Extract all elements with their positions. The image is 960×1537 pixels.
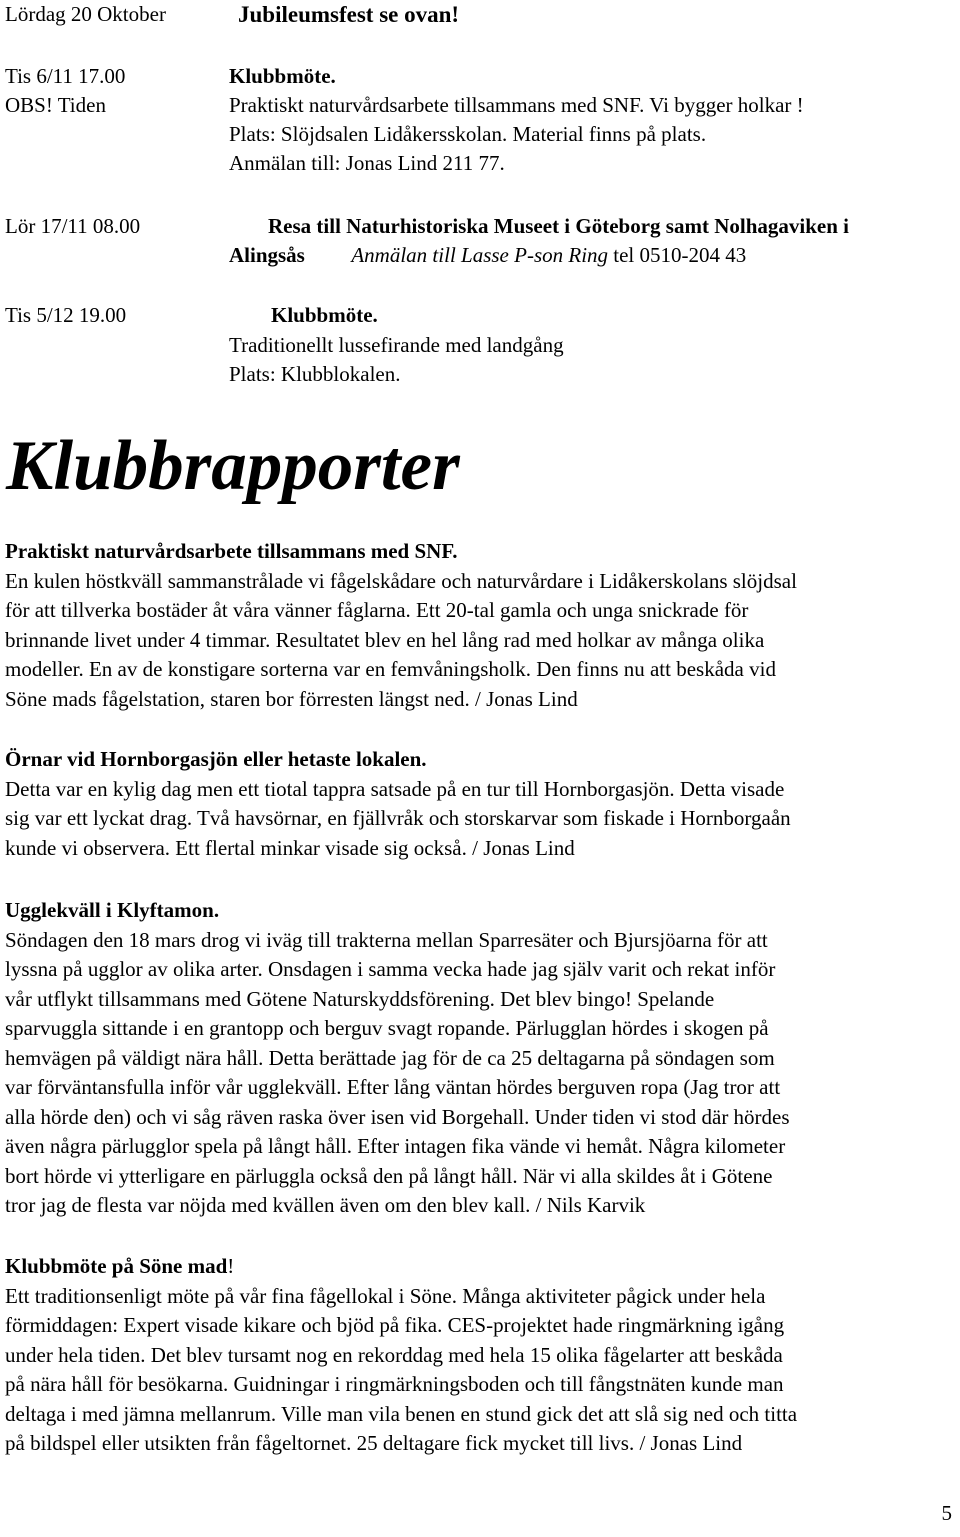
report-line: under hela tiden. Det blev tursamt nog en rekorddag med hela 15 olika fågelarter att beskåda — [5, 1342, 783, 1367]
report-line: Ett traditionsenligt möte på vår fina fågellokal i Söne. Många aktiviteter pågick under hela — [5, 1283, 766, 1308]
schedule-place: Alingsås — [229, 243, 305, 267]
report-line: bort hörde vi ytterligare en pärluggla också den på långt håll. När vi alla skildes åt i Götene — [5, 1163, 773, 1188]
report-line: kunde vi observera. Ett flertal minkar visade sig också. / Jonas Lind — [5, 835, 575, 860]
schedule-signup: Anmälan till Lasse P-son Ring — [351, 243, 609, 267]
schedule-date: Lördag 20 Oktober — [5, 2, 166, 26]
report-line: var förväntansfulla inför vår ugglekväll. Efter lång väntan hördes berguven ropa (Jag tror att — [5, 1075, 781, 1099]
report-line: sig var ett lyckat drag. Två havsörnar, en fjällvråk och storskarvar som fiskade i Hornborgaån — [5, 806, 791, 830]
report-line: på bildspel eller utsikten från fågeltornet. 25 deltagare fick mycket till livs. / Jonas Lind — [5, 1431, 743, 1455]
report-title: Örnar vid Hornborgasjön eller hetaste lokalen. — [5, 747, 427, 771]
schedule-event-line: Plats: Slöjdsalen Lidåkersskolan. Material finns på plats. — [229, 122, 707, 146]
schedule-event-line: Traditionellt lussefirande med landgång — [229, 333, 564, 357]
schedule-event-title: Jubileumsfest se ovan! — [238, 2, 460, 27]
schedule-date: Lör 17/11 08.00 — [5, 214, 141, 238]
report — [5, 1252, 955, 1459]
report-line: förmiddagen: Expert visade kikare och bjöd på fika. CES-projektet hade ringmärkning igång — [5, 1313, 785, 1337]
report-line: modeller. En av de konstigare sorterna var en femvåningsholk. Den finns nu att beskåda vid — [5, 657, 776, 681]
schedule-event-title: Klubbmöte. — [271, 303, 378, 327]
report-title — [5, 1252, 955, 1282]
report-title-text: Klubbmöte på Söne mad — [5, 1254, 228, 1278]
report-title: Praktiskt naturvårdsarbete tillsammans med SNF. — [5, 539, 458, 563]
page-number: 5 — [941, 1501, 952, 1525]
report-line: sparvuggla sittande i en grantopp och berguv svagt ropande. Pärlugglan hördes i skogen på — [5, 1016, 769, 1040]
schedule-event-line: Plats: Klubblokalen. — [229, 362, 401, 386]
report-line: hemvägen på väldigt nära håll. Detta berättade jag för de ca 25 deltagarna på söndagen som — [5, 1045, 775, 1070]
report-line: brinnande livet under 4 timmar. Resultatet blev en hel lång rad med holkar av många olika — [5, 627, 765, 652]
report-line: för att tillverka bostäder åt våra vänner fåglarna. Ett 20-tal gamla och unga snickrade för — [5, 598, 749, 622]
report-body — [5, 567, 955, 715]
report-body — [5, 775, 955, 864]
report-body — [5, 926, 955, 1221]
report-line: deltaga i med jämna mellanrum. Ville man vila benen en stund gick det att slå sig ned och titta — [5, 1401, 798, 1426]
report — [5, 537, 955, 714]
report-line: på nära håll för besökarna. Guidningar i ringmärkningsboden och till fångstnäten kunde man — [5, 1372, 784, 1396]
report — [5, 896, 955, 1221]
schedule-event-line — [229, 241, 746, 271]
report-line: Söndagen den 18 mars drog vi iväg till trakterna mellan Sparresäter och Bjursjöarna för att — [5, 927, 768, 952]
report-line: även några pärlugglor spela på långt håll. Efter intagen fika vände vi hemåt. Några kilometer — [5, 1134, 786, 1158]
schedule-date: Tis 6/11 17.00 — [5, 64, 126, 88]
report-title-suffix: ! — [227, 1254, 235, 1278]
report-line: Söne mads fågelstation, staren bor förresten längst ned. / Jonas Lind — [5, 686, 578, 711]
schedule-event-title: Resa till Naturhistoriska Museet i Göteborg samt Nolhagaviken i — [268, 214, 849, 238]
schedule-event-line: Anmälan till: Jonas Lind 211 77. — [229, 151, 505, 175]
report-body — [5, 1282, 955, 1459]
report-title: Ugglekväll i Klyftamon. — [5, 898, 220, 922]
schedule-date: Tis 5/12 19.00 — [5, 303, 127, 327]
report-line: En kulen höstkväll sammanstrålade vi fågelskådare och naturvårdare i Lidåkerskolans slöjdsal — [5, 568, 797, 593]
report-line: vår utflykt tillsammans med Götene Naturskyddsförening. Det blev bingo! Spelande — [5, 986, 715, 1011]
report-line: Detta var en kylig dag men ett tiotal tappra satsade på en tur till Hornborgasjön. Detta visade — [5, 776, 785, 801]
schedule-event-line: Praktiskt naturvårdsarbete tillsammans med SNF. Vi bygger holkar ! — [229, 93, 804, 117]
schedule-phone: tel 0510-204 43 — [608, 243, 747, 267]
report-line: tror jag de flesta var nöjda med kvällen även om den blev kall. / Nils Karvik — [5, 1193, 646, 1217]
section-title: Klubbrapporter — [6, 427, 460, 505]
report-line: lyssna på ugglor av olika arter. Onsdagen i samma vecka hade jag själv varit och rekat inför — [5, 957, 776, 981]
schedule-note: OBS! Tiden — [5, 93, 106, 117]
report — [5, 745, 955, 863]
schedule-event-title: Klubbmöte. — [229, 64, 336, 88]
report-line: alla hörde den) och vi såg räven raska över isen vid Borgehall. Under tiden vi stod där hördes — [5, 1104, 790, 1129]
